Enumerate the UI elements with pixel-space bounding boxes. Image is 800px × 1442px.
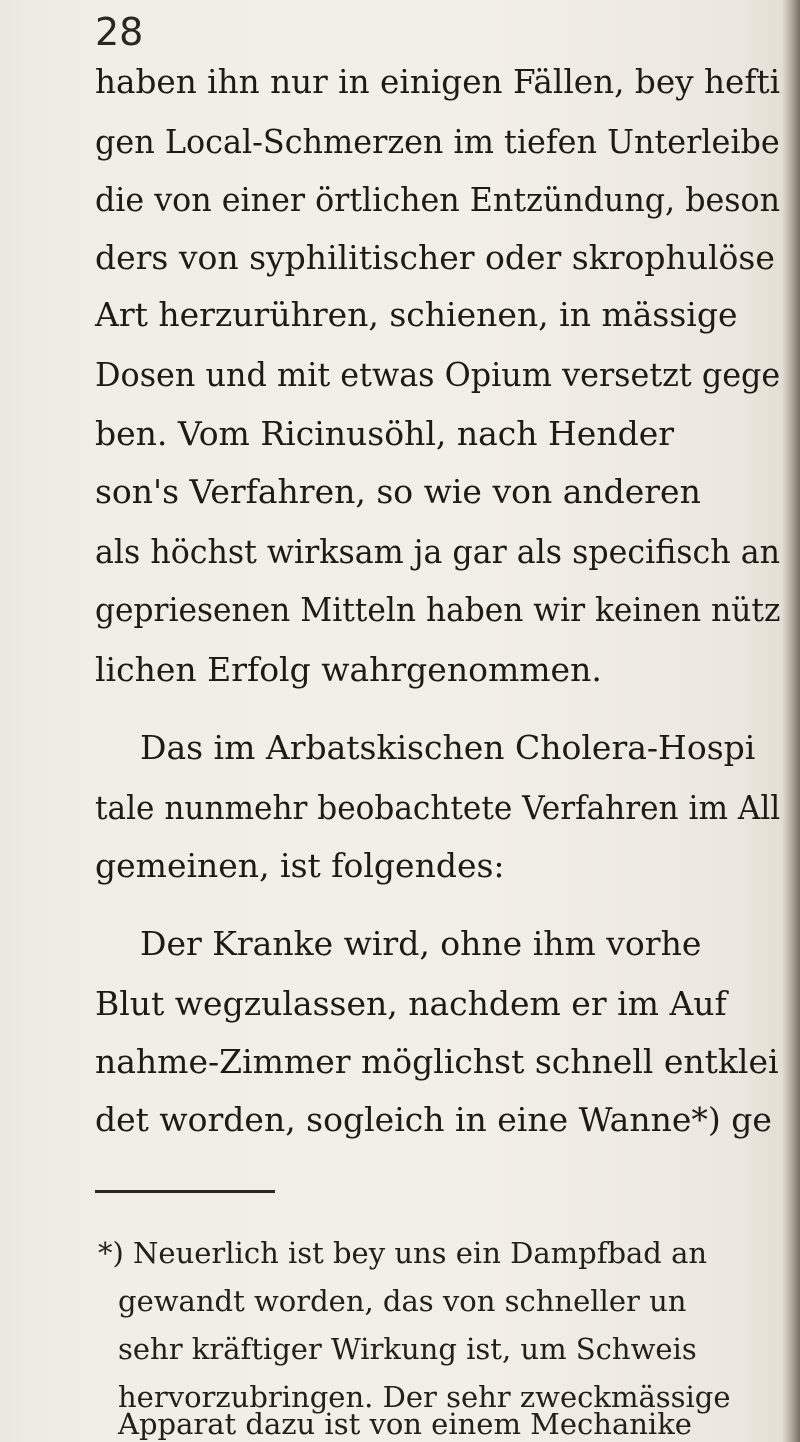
body-line-10: gepriesenen Mitteln haben wir keinen nütz xyxy=(95,590,781,629)
body-line-3: die von einer örtlichen Entzündung, beson xyxy=(95,180,781,219)
body-line-15: Der Kranke wird, ohne ihm vorhe xyxy=(140,924,702,963)
footnote-line-1: *) Neuerlich ist bey uns ein Dampfbad an xyxy=(98,1236,708,1270)
body-line-13: tale nunmehr beobachtete Verfahren im All xyxy=(95,788,781,827)
body-line-4: ders von syphilitischer oder skrophulöse xyxy=(95,238,775,277)
footnote-line-4: hervorzubringen. Der sehr zweckmässige xyxy=(118,1380,731,1414)
body-line-14: gemeinen, ist folgendes: xyxy=(95,846,505,885)
page-edge-shadow xyxy=(782,0,800,1442)
footnote-rule xyxy=(95,1190,275,1193)
body-line-8: son's Verfahren, so wie von anderen xyxy=(95,472,701,511)
body-line-16: Blut wegzulassen, nachdem er im Auf xyxy=(95,984,727,1023)
page-number: 28 xyxy=(95,10,144,54)
body-line-7: ben. Vom Ricinusöhl, nach Hender xyxy=(95,414,675,453)
body-line-1: haben ihn nur in einigen Fällen, bey hefti xyxy=(95,62,781,101)
body-line-9: als höchst wirksam ja gar als specifisch an xyxy=(95,532,781,571)
body-line-2: gen Local-Schmerzen im tiefen Unterleibe xyxy=(95,122,780,161)
body-line-5: Art herzurühren, schienen, in mässige xyxy=(95,295,738,334)
footnote-line-3: sehr kräftiger Wirkung ist, um Schweis xyxy=(118,1332,697,1366)
footnote-line-5: Apparat dazu ist von einem Mechanike xyxy=(118,1407,692,1441)
body-line-11: lichen Erfolg wahrgenommen. xyxy=(95,650,602,689)
footnote-line-2: gewandt worden, das von schneller un xyxy=(118,1284,687,1318)
body-line-12: Das im Arbatskischen Cholera-Hospi xyxy=(140,728,756,767)
body-line-17: nahme-Zimmer möglichst schnell entklei xyxy=(95,1042,779,1081)
body-line-18: det worden, sogleich in eine Wanne*) ge xyxy=(95,1100,772,1139)
body-line-6: Dosen und mit etwas Opium versetzt gege xyxy=(95,355,781,394)
